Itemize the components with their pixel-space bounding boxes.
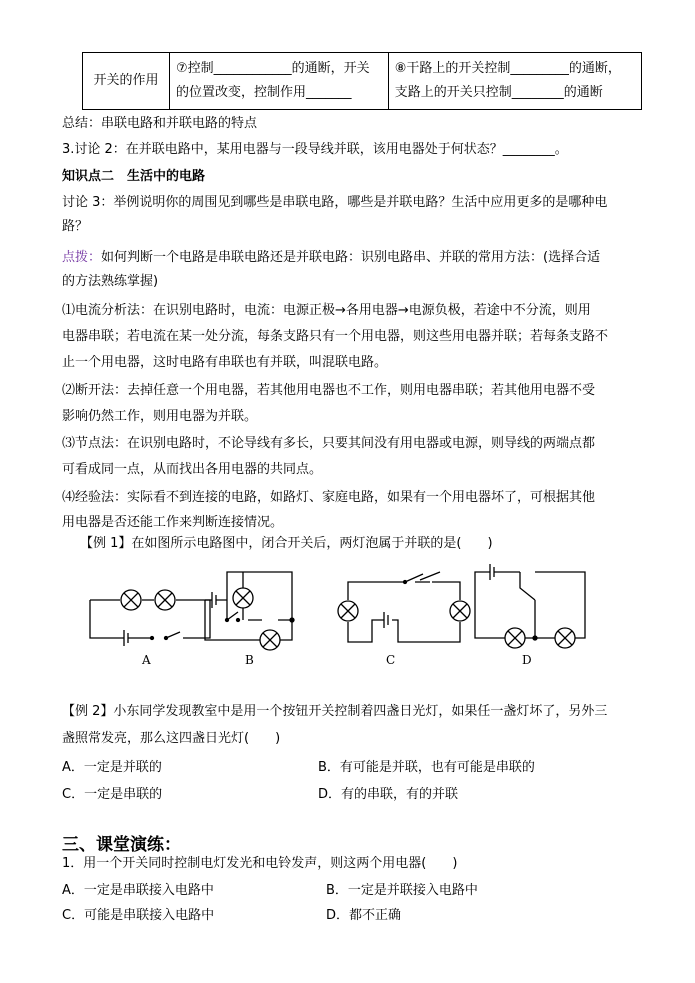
- question-1-option-b: B．一定是并联接入电路中: [326, 883, 478, 898]
- question-1: 1．用一个开关同时控制电灯发光和电铃发声，则这两个用电器( ): [62, 856, 458, 871]
- diagram-label-c: C: [386, 653, 396, 667]
- table-cell-text: 支路上的开关只控制________的通断: [394, 85, 603, 100]
- tip-text: 如何判断一个电路是串联电路还是并联电路：识别电路串、并联的常用方法：(选择合适: [101, 250, 601, 265]
- discussion-3-line: 路？: [62, 219, 89, 234]
- section-3-heading: 三、课堂演练：: [62, 835, 181, 855]
- example-2-option-a: A．一定是并联的: [62, 760, 162, 775]
- diagram-label-a: A: [142, 653, 151, 667]
- method-3-line: 可看成同一点，从而找出各用电器的共同点。: [62, 462, 323, 477]
- tip-label: 点拨：: [62, 250, 102, 265]
- method-4-line: 用电器是否还能工作来判断连接情况。: [62, 515, 284, 530]
- question-1-option-d: D．都不正确: [326, 908, 402, 923]
- table-header-text: 开关的作用: [93, 73, 159, 88]
- diagram-label-d: D: [522, 653, 532, 667]
- switch-role-table: [82, 52, 642, 110]
- example-2-option-d: D．有的串联，有的并联: [318, 787, 459, 802]
- discussion-2: 3.讨论 2：在并联电路中，某用电器与一段导线并联，该用电器处于何状态？________。: [62, 142, 568, 157]
- circuit-b: [205, 572, 294, 650]
- tip-paragraph: [62, 248, 652, 268]
- method-1-line: 止一个用电器，这时电路有串联也有并联，叫混联电路。: [62, 355, 388, 370]
- circuit-c: [338, 572, 470, 642]
- tip-text-line: 的方法熟练掌握): [62, 274, 159, 289]
- table-cell-series: [170, 53, 389, 110]
- diagram-label-b: B: [245, 653, 254, 667]
- table-cell-parallel: [388, 53, 641, 110]
- discussion-3-line: 讨论 3：举例说明你的周围见到哪些是串联电路，哪些是并联电路？生活中应用更多的是哪种电: [62, 195, 608, 210]
- method-3-line: ⑶节点法：在识别电路时，不论导线有多长，只要其间没有用电器或电源，则导线的两端点都: [62, 436, 596, 451]
- circuit-a: [90, 590, 210, 646]
- knowledge-point-heading: 知识点二 生活中的电路: [62, 169, 206, 184]
- question-1-option-c: C．可能是串联接入电路中: [62, 908, 215, 923]
- example-1: 【例 1】在如图所示电路图中，闭合开关后，两灯泡属于并联的是( ): [80, 536, 493, 551]
- circuit-d: [475, 564, 585, 648]
- table-row: [83, 53, 642, 110]
- example-2-option-c: C．一定是串联的: [62, 787, 163, 802]
- table-cell-text: 的位置改变，控制作用_______: [176, 85, 352, 100]
- method-2-line: 影响仍然工作，则用电器为并联。: [62, 409, 258, 424]
- question-1-option-a: A．一定是串联接入电路中: [62, 883, 214, 898]
- table-cell-text: ⑧干路上的开关控制_________的通断，: [394, 61, 621, 76]
- method-1-line: 电器串联；若电流在某一处分流，每条支路只有一个用电器，则这些用电器并联；若每条支路不: [62, 329, 609, 344]
- method-2-line: ⑵断开法：去掉任意一个用电器，若其他用电器也不工作，则用电器串联；若其他用电器不受: [62, 383, 596, 398]
- table-header-cell: [83, 53, 170, 110]
- method-1-line: ⑴电流分析法：在识别电路时，电流：电源正极→各用电器→电源负极，若途中不分流，则用: [62, 303, 591, 318]
- circuit-diagrams: [80, 560, 600, 675]
- example-2-option-b: B．有可能是并联，也有可能是串联的: [318, 760, 535, 775]
- table-cell-text: ⑦控制____________的通断，开关: [176, 61, 370, 76]
- example-2-line: 盏照常发亮，那么这四盏日光灯( ): [62, 731, 281, 746]
- summary-text: 总结：串联电路和并联电路的特点: [62, 116, 258, 131]
- example-2-line: 【例 2】小东同学发现教室中是用一个按钮开关控制着四盏日光灯，如果任一盏灯坏了，另外三: [62, 704, 608, 719]
- method-4-line: ⑷经验法：实际看不到连接的电路，如路灯、家庭电路，如果有一个用电器坏了，可根据其他: [62, 490, 596, 505]
